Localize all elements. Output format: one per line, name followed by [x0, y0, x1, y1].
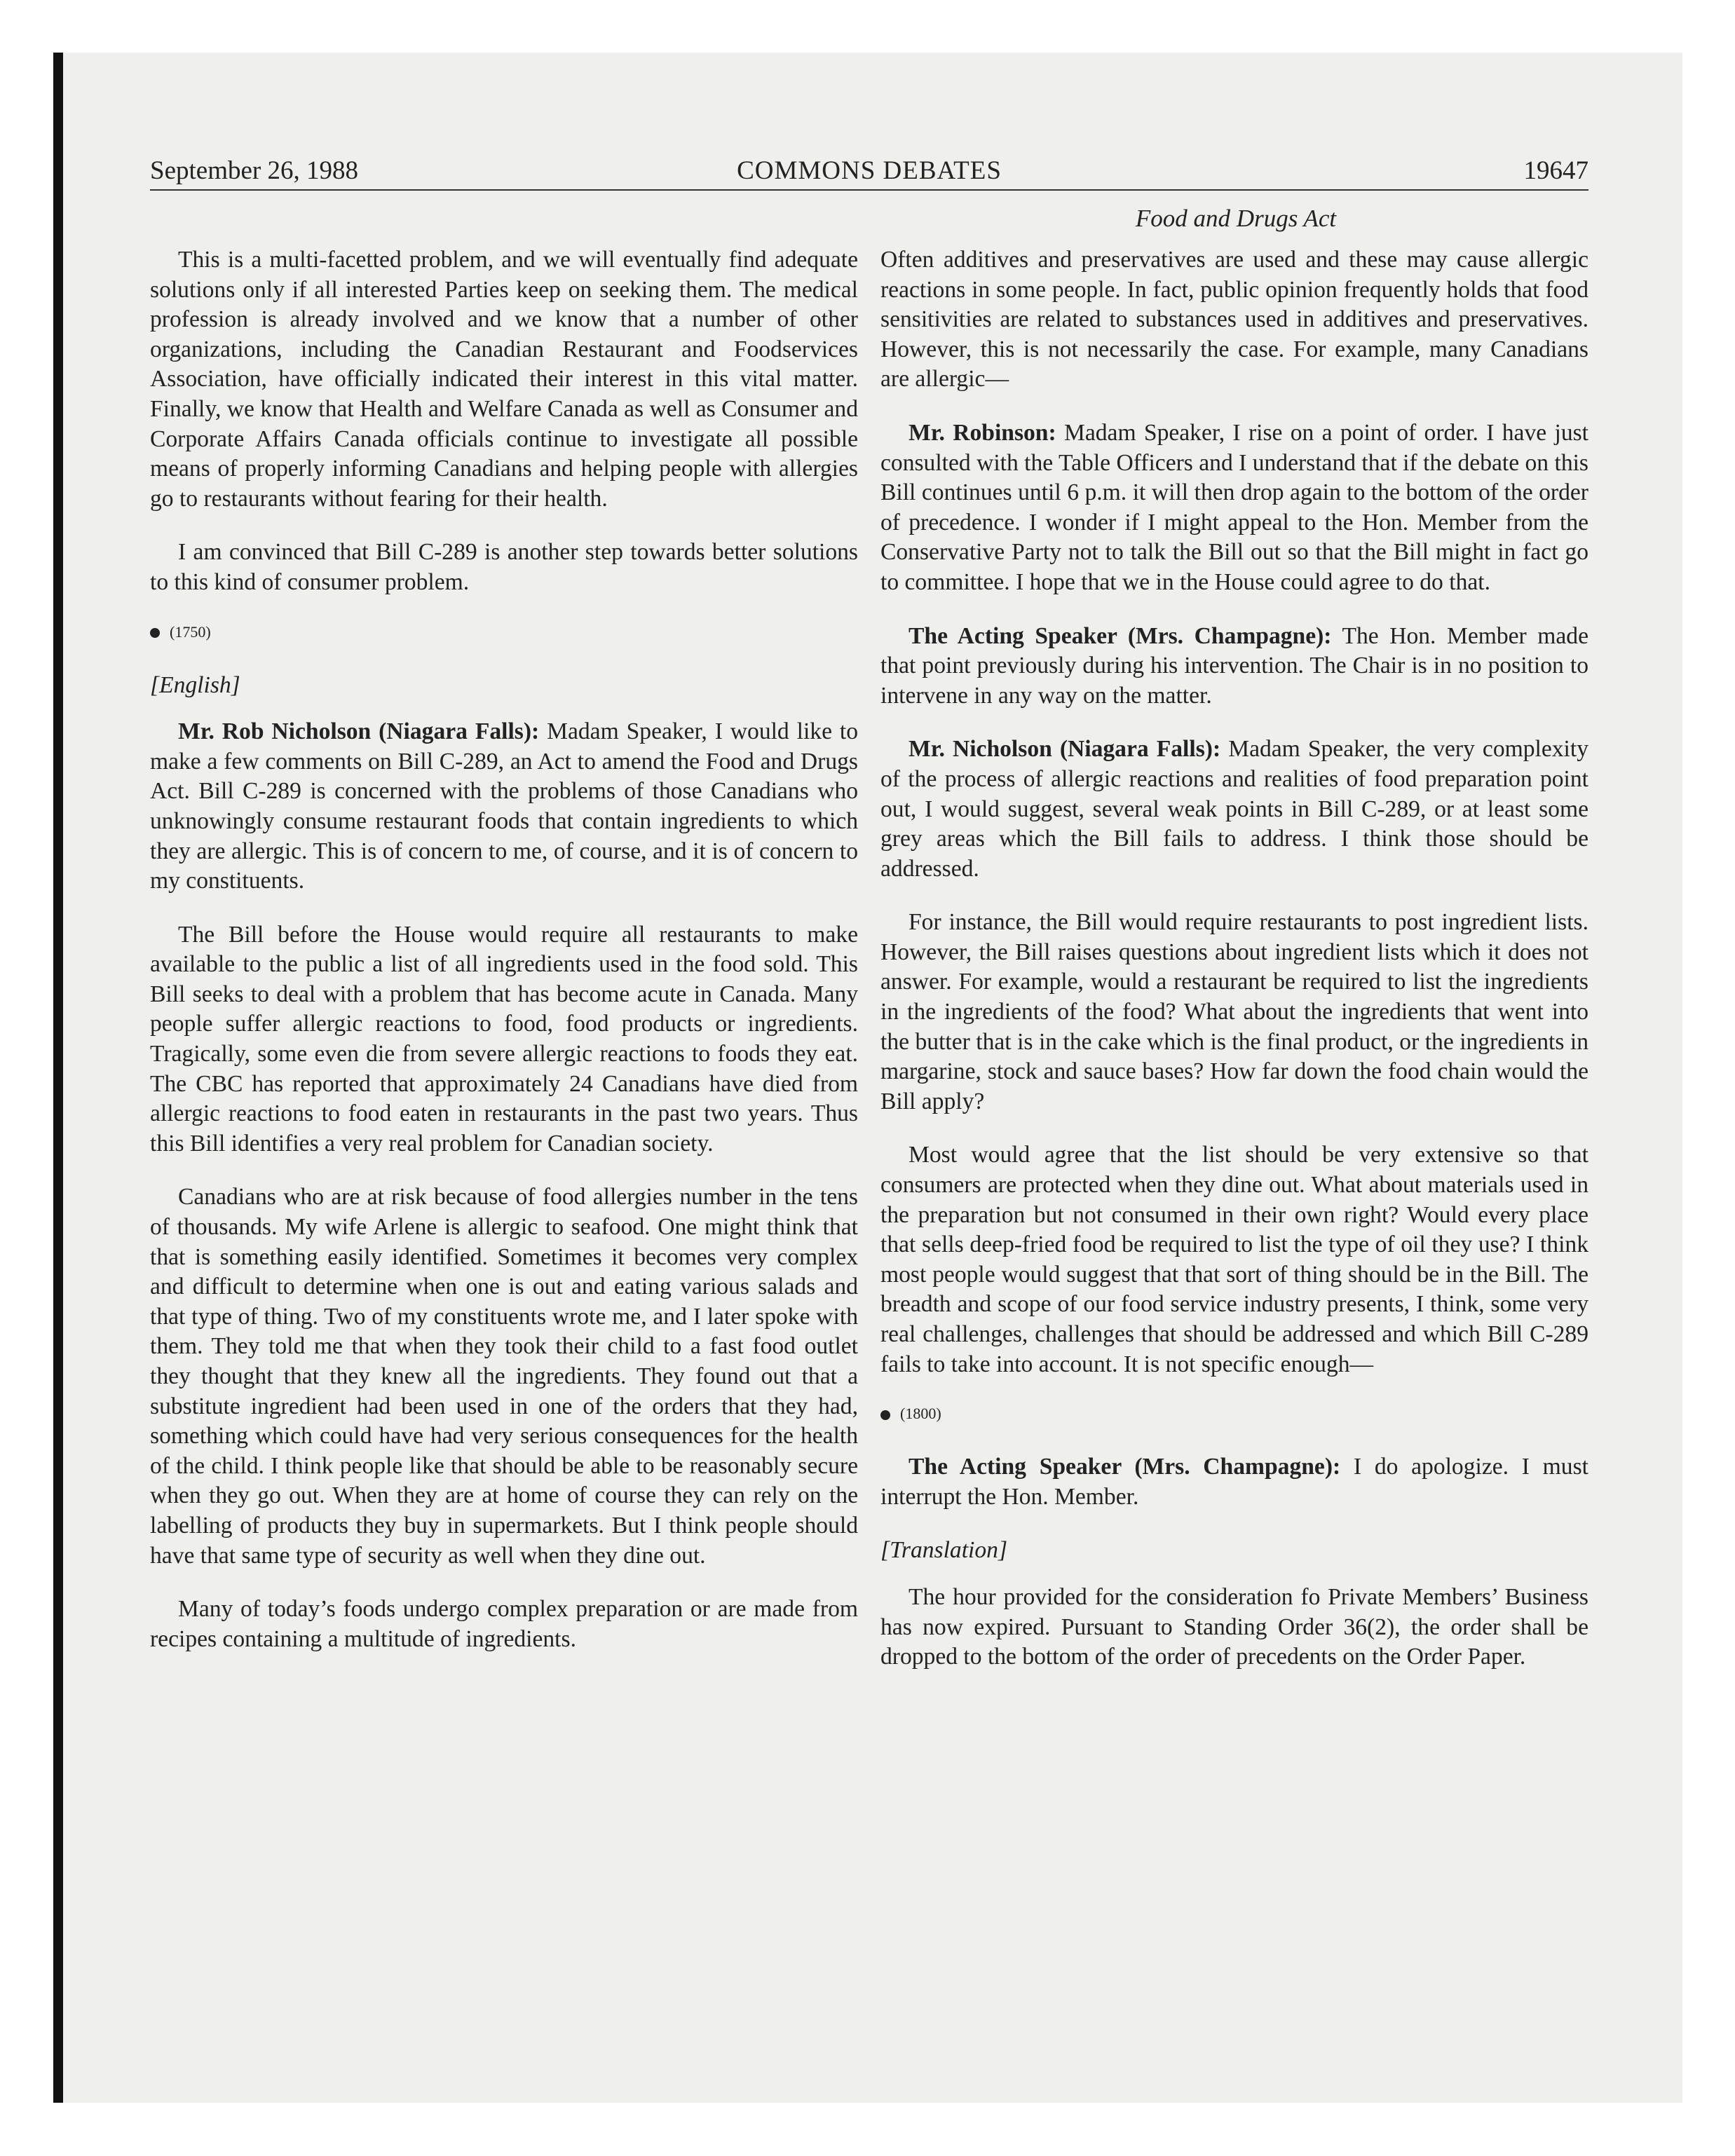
paragraph: The Bill before the House would require all restaurants to make available to the public a list of all ingredients used in the food sold. This Bill seeks to deal with a problem that has become acute in Canada. Many people suffer allergic reactions to food, food products or ingredients. Tragically, some even die from severe allergic reactions to foods they eat. The CBC has reported that approximately 24 Canadians have died from allergic reactions to food eaten in restaurants in the past two years. Thus this Bill identifies a very real problem for Canadian society.: [150, 921, 858, 1157]
right-column: [880, 245, 1588, 1696]
speaker-name: Mr. Nicholson (Niagara Falls):: [909, 736, 1221, 763]
header-date: September 26, 1988: [150, 156, 358, 185]
speaker-name: The Acting Speaker (Mrs. Champagne):: [909, 1454, 1341, 1480]
speech-text: I do apologize. I must interrupt the Hon. Member.: [880, 1454, 1588, 1510]
paragraph: Often additives and preservatives are used and these may cause allergic reactions in some people. In fact, public opinion frequently holds that food sensitivities are related to substances used in additives and preservatives. However, this is not necessarily the case. For example, many Canadians are allergic—: [880, 247, 1588, 393]
speech-paragraph: [880, 418, 1588, 598]
paragraph: Many of today’s foods undergo complex preparation or are made from recipes containing a multitude of ingredients.: [150, 1596, 858, 1652]
paragraph: Canadians who are at risk because of food allergies number in the tens of thousands. My wife Arlene is allergic to seafood. One might think that that is something easily identified. Sometimes it becomes very complex and difficult to determine when one is out and eating various salads and that type of thing. Two of my constituents wrote me, and I later spoke with them. They told me that when they took their child to a fast food outlet they thought that they knew all the ingredients. They found out that a substitute ingredient had been used in one of the orders that they had, something which could have had very serious consequences for the health of the child. I think people like that should be able to be reasonably secure when they go out. When they are at home of course they can rely on the labelling of products they buy in supermarkets. But I think people should have that same type of security as well when they dine out.: [150, 1184, 858, 1569]
time-marker-text: (1750): [170, 622, 211, 641]
bullet-icon: [150, 628, 160, 638]
page-header: [150, 153, 1588, 191]
paragraph: I am convinced that Bill C-289 is another step towards better solutions to this kind of consumer problem.: [150, 539, 858, 595]
bullet-icon: [880, 1410, 890, 1420]
paragraph: The hour provided for the consideration fo Private Members’ Business has now expired. Pursuant to Standing Order 36(2), the order shall be dropped to the bottom of the order of precedents on the Order Paper.: [880, 1583, 1588, 1670]
speaker-name: Mr. Rob Nicholson (Niagara Falls):: [178, 718, 540, 745]
paragraph: For instance, the Bill would require restaurants to post ingredient lists. However, the Bill raises questions about ingredient lists which it does not answer. For example, would a restaurant be required to list the ingredients in the ingredients of the food? What about the ingredients that went into the butter that is in the cake which is the final product, or the ingredients in margarine, stock and sauce bases? How far down the food chain would the Bill apply?: [880, 909, 1588, 1114]
speech-text: Madam Speaker, the very complexity of the process of allergic reactions and realities of food preparation point out, I would suggest, several weak points in Bill C-289, or at least some grey areas which the Bill fails to address. I think those should be addressed.: [880, 736, 1589, 882]
page-number: 19647: [1523, 156, 1588, 185]
speaker-name: The Acting Speaker (Mrs. Champagne):: [909, 622, 1332, 649]
time-marker: [150, 622, 858, 643]
speech-text: Madam Speaker, I would like to make a few comments on Bill C-289, an Act to amend the Food and Drugs Act. Bill C-289 is concerned with the problems of those Canadians who unknowingly consume restaurant foods that contain ingredients to which they are allergic. This is of concern to me, of course, and it is of concern to my constituents.: [150, 718, 858, 894]
header-title: COMMONS DEBATES: [737, 156, 1002, 185]
speech-text: The Hon. Member made that point previously during his intervention. The Chair is in no position to intervene in any way on the matter.: [880, 622, 1588, 709]
speech-paragraph: [150, 717, 858, 896]
speech-paragraph: [880, 1452, 1588, 1512]
speaker-name: Mr. Robinson:: [909, 419, 1056, 446]
running-head: Food and Drugs Act: [1135, 205, 1337, 232]
paragraph: Most would agree that the list should be very extensive so that consumers are protected when they dine out. What about materials used in the preparation but not consumed in their own right? Would every place that sells deep-fried food be required to list the type of oil they use? I think most people would suggest that that sort of thing should be in the Bill. The breadth and scope of our food service industry presents, I think, some very real challenges, challenges that should be addressed and which Bill C-289 fails to take into account. It is not specific enough—: [880, 1142, 1588, 1377]
scan-edge-shadow: [53, 53, 63, 2103]
language-note: [English]: [150, 671, 240, 698]
time-marker-text: (1800): [900, 1405, 941, 1423]
paragraph: This is a multi-facetted problem, and we will eventually find adequate solutions only if all interested Parties keep on seeking them. The medical profession is already involved and we know that a number of other organizations, including the Canadian Restaurant and Foodservices Association, have officially indicated their interest in this vital matter. Finally, we know that Health and Welfare Canada as well as Consumer and Corporate Affairs Canada officials continue to investigate all possible means of properly informing Canadians and helping people with allergies go to restaurants without fearing for their health.: [150, 247, 858, 512]
speech-text: Madam Speaker, I rise on a point of order. I have just consulted with the Table Officers and I understand that if the debate on this Bill continues until 6 p.m. it will then drop again to the bottom of the order of precedence. I wonder if I might appeal to the Hon. Member from the Conservative Party not to talk the Bill out so that the Bill might in fact go to committee. I hope that we in the House could agree to do that.: [880, 419, 1589, 595]
language-note: [Translation]: [880, 1537, 1008, 1564]
left-column: [150, 245, 858, 1678]
speech-paragraph: [880, 622, 1588, 711]
time-marker: [880, 1403, 1588, 1424]
speech-paragraph: [880, 735, 1588, 884]
